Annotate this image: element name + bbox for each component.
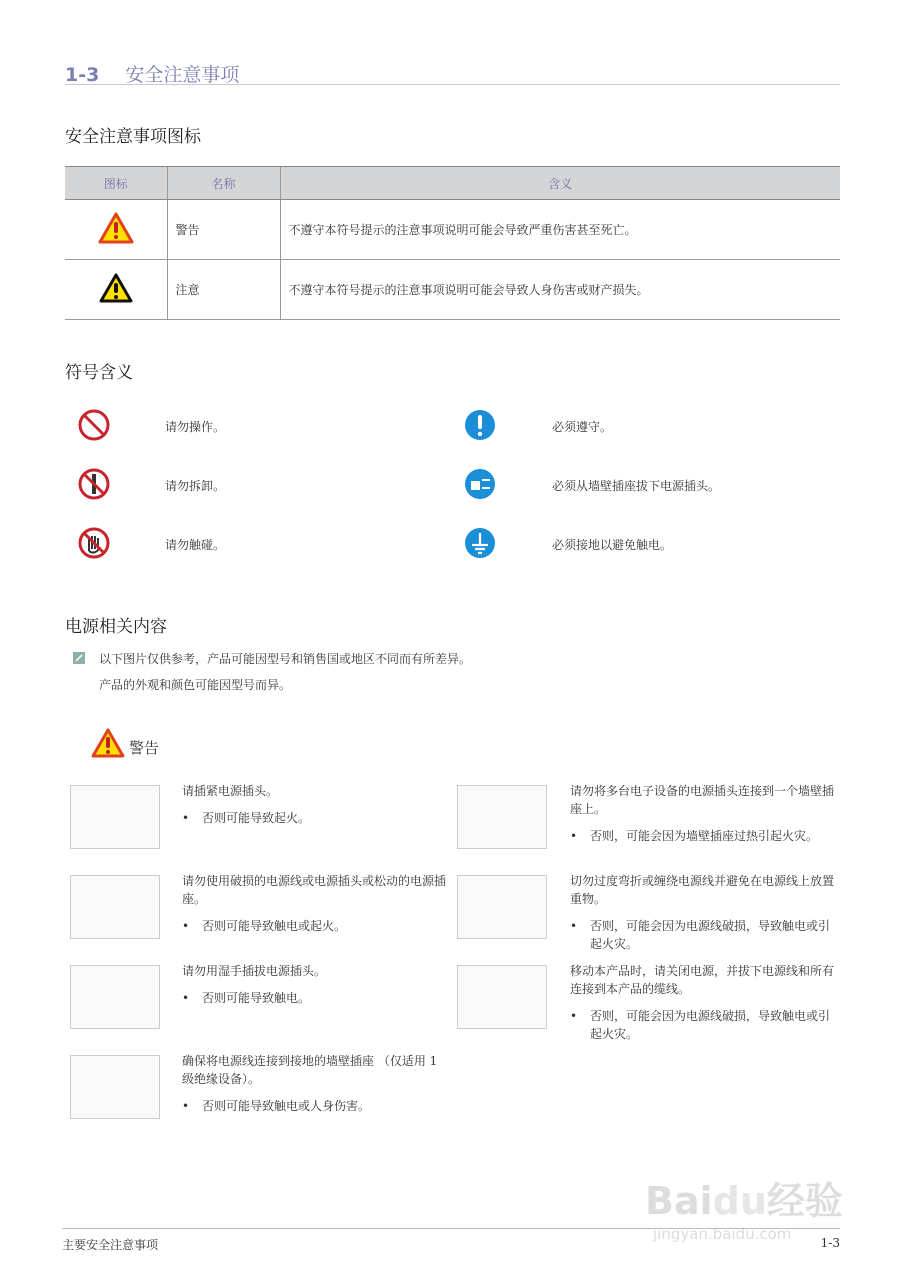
- illustration-wet-hands: [70, 965, 160, 1029]
- prohibited-icon: [78, 409, 110, 441]
- list-item: 请勿使用破损的电源线或电源插头或松动的电源插座。 • 否则可能导致触电或起火。: [182, 874, 447, 933]
- no-disassemble-icon: [78, 468, 110, 500]
- list-item: 确保将电源线连接到接地的墙壁插座 （仅适用 1 级绝缘设备）。 • 否则可能导致触电或人身伤害。: [182, 1054, 438, 1113]
- illustration-moving-product: [457, 965, 547, 1029]
- illustration-plug-in: [70, 785, 160, 849]
- list-item: 请插紧电源插头。 • 否则可能导致起火。: [182, 784, 311, 825]
- footer: 主要安全注意事项 1-3: [62, 1228, 840, 1253]
- section-heading-symbols: 符号含义: [65, 363, 133, 383]
- warning-triangle-icon: [91, 728, 125, 758]
- icons-table: 图标 名称 含义 警告 不遵守本符号提示的注意事项说明可能会导致严重伤害甚至死亡。 注意 不遵守本符号提示的注意事项说明可能会导致人身伤害或财产损失。: [65, 166, 840, 320]
- list-item: 请勿用湿手插拔电源插头。 • 否则可能导致触电。: [182, 964, 327, 1005]
- page-title: 1-3 安全注意事项: [65, 60, 840, 85]
- table-row: 注意 不遵守本符号提示的注意事项说明可能会导致人身伤害或财产损失。: [65, 260, 840, 320]
- no-touch-icon: [78, 527, 110, 559]
- warning-triangle-icon: [98, 212, 134, 244]
- ground-icon: [464, 527, 496, 559]
- list-item: 切勿过度弯折或缠绕电源线并避免在电源线上放置重物。 • 否则，可能会因为电源线破损，导致触电或引起火灾。: [570, 874, 835, 951]
- list-item: 移动本产品时，请关闭电源，并拔下电源线和所有连接到本产品的缆线。 • 否则，可能会因为电源线破损，导致触电或引起火灾。: [570, 964, 835, 1041]
- illustration-heavy-object: [457, 875, 547, 939]
- illustration-damaged-cord: [70, 875, 160, 939]
- list-item: 请勿将多台电子设备的电源插头连接到一个墙壁插座上。 • 否则，可能会因为墙壁插座过热引起火灾。: [570, 784, 835, 843]
- note-icon: [73, 652, 85, 664]
- section-heading-power: 电源相关内容: [65, 617, 167, 637]
- mandatory-icon: [464, 409, 496, 441]
- unplug-icon: [464, 468, 496, 500]
- section-heading-icons: 安全注意事项图标: [65, 127, 201, 147]
- watermark: Baidu经验 jingyan.baidu.com: [645, 1179, 843, 1243]
- table-row: 警告 不遵守本符号提示的注意事项说明可能会导致严重伤害甚至死亡。: [65, 200, 840, 260]
- illustration-multi-plug: [457, 785, 547, 849]
- caution-triangle-icon: [99, 273, 133, 303]
- illustration-grounded-outlet: [70, 1055, 160, 1119]
